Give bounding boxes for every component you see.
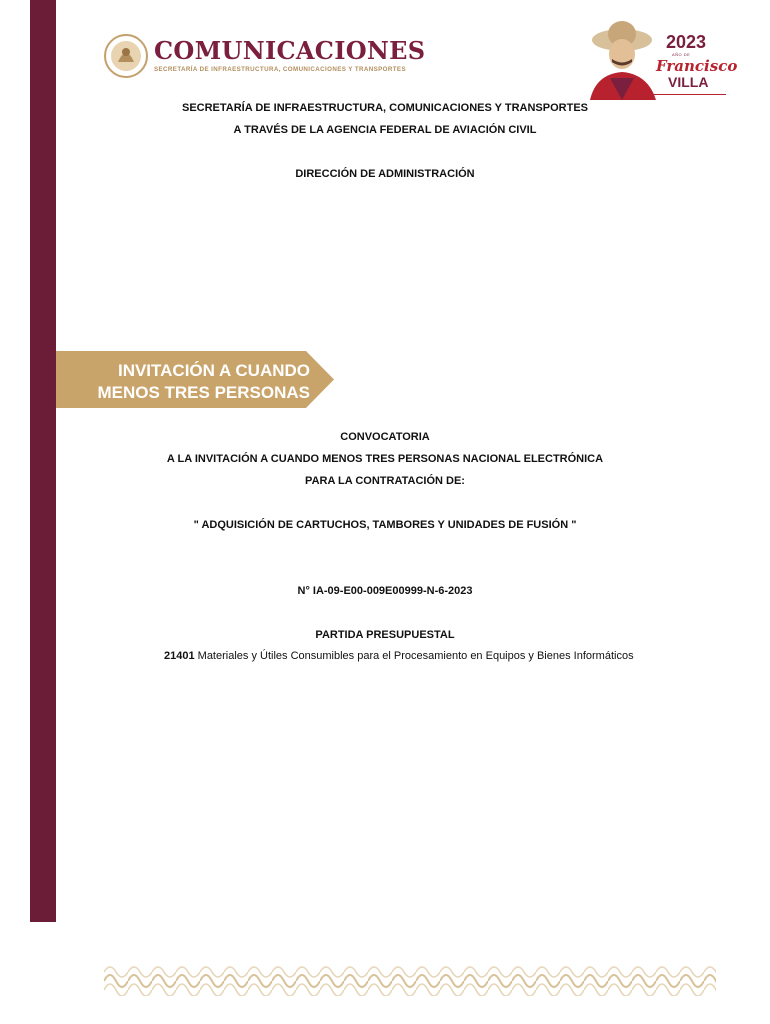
invitation-banner-title: [70, 360, 310, 404]
budget-title: PARTIDA PRESUPUESTAL: [315, 629, 455, 641]
villa-last-name: VILLA: [668, 74, 709, 90]
budget-description: Materiales y Útiles Consumibles para el Procesamiento en Equipos y Bienes Informáticos: [194, 650, 634, 662]
budget-code: 21401: [164, 650, 195, 662]
francisco-villa-logo: [586, 14, 738, 100]
contracting-label: PARA LA CONTRATACIÓN DE:: [305, 475, 465, 487]
banner-line-1: INVITACIÓN A CUANDO: [117, 361, 310, 380]
footer-ornament-pattern: [104, 966, 716, 996]
villa-small-text: AÑO DE: [672, 52, 691, 57]
logo-subtitle: SECRETARÍA DE INFRAESTRUCTURA, COMUNICACIONES Y TRANSPORTES: [154, 66, 406, 73]
villa-year: 2023: [666, 32, 707, 52]
heading-direction: DIRECCIÓN DE ADMINISTRACIÓN: [295, 168, 475, 180]
villa-portrait-icon: [586, 14, 662, 100]
budget-line: [164, 650, 634, 662]
logo-title: COMUNICACIONES: [154, 36, 426, 65]
heading-agency: A TRAVÉS DE LA AGENCIA FEDERAL DE AVIACIÓN CIVIL: [233, 124, 537, 136]
villa-underline: [652, 94, 726, 95]
convocatoria-title: CONVOCATORIA: [340, 431, 430, 443]
invitation-type: A LA INVITACIÓN A CUANDO MENOS TRES PERSONAS NACIONAL ELECTRÓNICA: [166, 453, 604, 465]
procedure-number: N° IA-09-E00-009E00999-N-6-2023: [297, 585, 473, 597]
comunicaciones-logo: [104, 30, 426, 82]
villa-first-name: Francisco: [656, 57, 738, 75]
acquisition-subject: " ADQUISICIÓN DE CARTUCHOS, TAMBORES Y UNIDADES DE FUSIÓN ": [193, 519, 577, 531]
heading-secretaria: SECRETARÍA DE INFRAESTRUCTURA, COMUNICACIONES Y TRANSPORTES: [181, 102, 588, 114]
national-seal-icon: [104, 30, 152, 82]
banner-line-2: MENOS TRES PERSONAS: [97, 383, 310, 402]
